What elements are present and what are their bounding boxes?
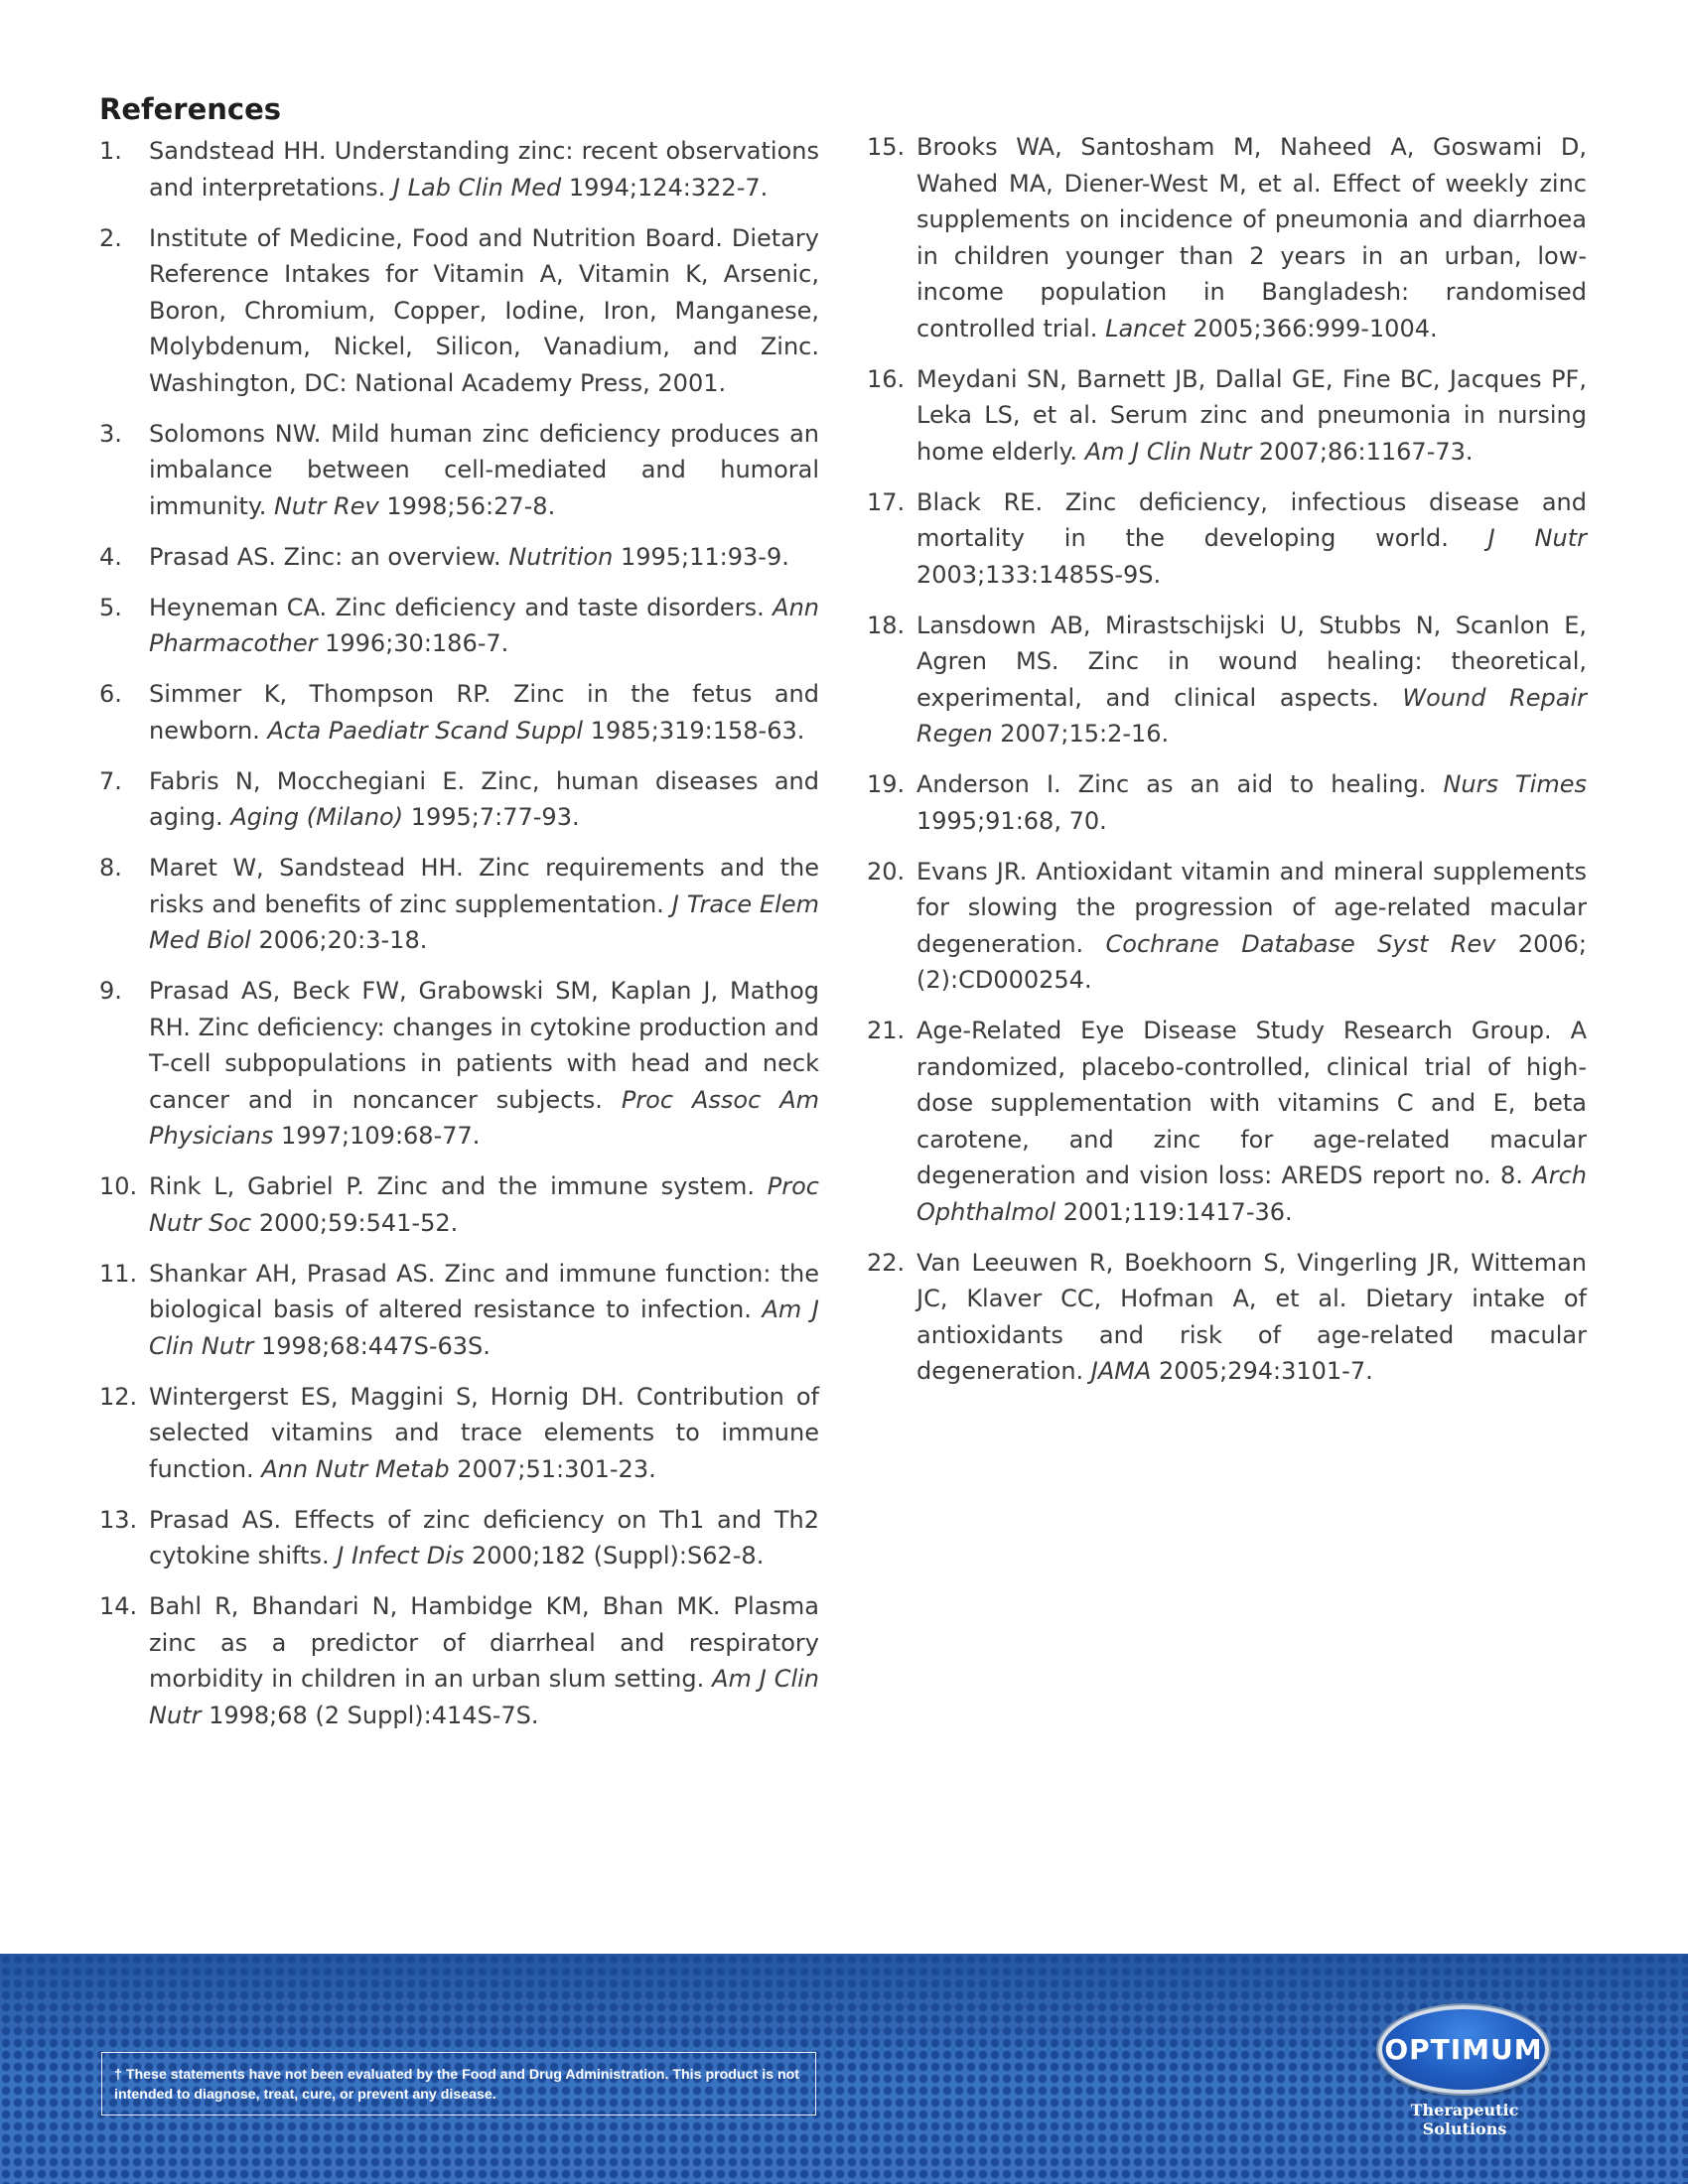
reference-journal: Aging (Milano) (230, 803, 404, 831)
reference-journal: Arch Ophthalmol (916, 1161, 1587, 1226)
references-list-right (867, 129, 1587, 1390)
reference-citation: 2005;294:3101-7. (1151, 1357, 1373, 1385)
reference-citation: 1998;68 (2 Suppl):414S-7S. (201, 1701, 539, 1729)
reference-number: 19. (867, 770, 906, 798)
reference-number: 17. (867, 487, 906, 516)
reference-text: Maret W, Sandstead HH. Zinc requirements and the risks and benefits of zinc supplementation. (149, 854, 819, 918)
reference-journal: J Nutr (1487, 524, 1587, 552)
reference-journal: Acta Paediatr Scand Suppl (267, 716, 584, 745)
reference-item (99, 590, 819, 662)
reference-item (99, 850, 819, 959)
references-list-left (99, 133, 819, 1733)
reference-number: 8. (99, 854, 122, 882)
reference-item (99, 1588, 819, 1733)
reference-text: Anderson I. Zinc as an aid to healing. (916, 770, 1444, 798)
reference-text: Fabris N, Mocchegiani E. Zinc, human diseases and aging. (149, 766, 819, 831)
reference-item (99, 220, 819, 402)
reference-number: 15. (867, 133, 906, 161)
reference-citation: 1998;68:447S-63S. (253, 1331, 491, 1360)
reference-text: Lansdown AB, Mirastschijski U, Stubbs N, Scanlon E, Agren MS. Zinc in wound healing: theoretical, experimental, and clinical aspects. (916, 611, 1587, 712)
reference-citation: 2001;119:1417-36. (1055, 1197, 1293, 1226)
reference-item (99, 1502, 819, 1574)
reference-citation: 2007;86:1167-73. (1251, 437, 1474, 466)
reference-journal: JAMA (1090, 1357, 1152, 1385)
reference-number: 20. (867, 857, 906, 886)
reference-number: 12. (99, 1382, 138, 1411)
reference-text: Shankar AH, Prasad AS. Zinc and immune function: the biological basis of altered resistance to infection. (149, 1259, 819, 1323)
reference-journal: Am J Clin Nutr (1084, 437, 1252, 466)
reference-text: Prasad AS, Beck FW, Grabowski SM, Kaplan J, Mathog RH. Zinc deficiency: changes in cytokine production and T-cell subpopulations in patients with head and neck cancer and in noncancer subjects. (149, 977, 819, 1114)
reference-citation: 2000;182 (Suppl):S62-8. (464, 1542, 765, 1570)
reference-citation: 2003;133:1485S-9S. (916, 560, 1162, 589)
reference-journal: Nutr Rev (273, 491, 379, 520)
reference-text: Black RE. Zinc deficiency, infectious disease and mortality in the developing world. (916, 487, 1587, 552)
reference-journal: J Trace Elem Med Biol (149, 889, 819, 954)
reference-journal: Nutrition (508, 542, 614, 571)
reference-citation: 1985;319:158-63. (583, 716, 805, 745)
reference-journal: Ann Pharmacother (149, 593, 819, 657)
reference-citation: 2006;20:3-18. (250, 926, 428, 954)
reference-number: 5. (99, 593, 122, 621)
reference-item (99, 1168, 819, 1241)
reference-journal: Cochrane Database Syst Rev (1105, 929, 1496, 958)
reference-item (99, 1379, 819, 1488)
reference-item (99, 763, 819, 836)
reference-number: 4. (99, 542, 122, 571)
reference-citation: 1996;30:186-7. (317, 629, 509, 657)
reference-item (867, 484, 1587, 594)
reference-text: Brooks WA, Santosham M, Naheed A, Goswami D, Wahed MA, Diener-West M, et al. Effect of weekly zinc supplements on incidence of pneumonia and diarrhoea in children younger than 2 years in an urban, low-income population in Bangladesh: randomised controlled trial. (916, 133, 1587, 342)
reference-text: Bahl R, Bhandari N, Hambidge KM, Bhan MK. Plasma zinc as a predictor of diarrheal and respiratory morbidity in children in an urban slum setting. (149, 1592, 819, 1693)
reference-number: 6. (99, 680, 122, 708)
reference-citation: 2007;51:301-23. (449, 1454, 656, 1483)
reference-citation: 1995;91:68, 70. (916, 806, 1107, 835)
optimum-logo (1378, 2005, 1549, 2094)
reference-text: Prasad AS. Zinc: an overview. (149, 542, 509, 571)
reference-number: 3. (99, 419, 122, 448)
reference-journal: Proc Assoc Am Physicians (149, 1085, 819, 1150)
reference-text: Solomons NW. Mild human zinc deficiency produces an imbalance between cell-mediated and humoral immunity. (149, 419, 819, 520)
reference-item (99, 416, 819, 525)
references-column-right (867, 129, 1587, 1404)
reference-text: Institute of Medicine, Food and Nutrition Board. Dietary Reference Intakes for Vitamin A, Vitamin K, Arsenic, Boron, Chromium, Copper, Iodine, Iron, Manganese, Molybdenum, Nickel, Silicon, Vanadium, and Zinc. Washington, DC: National Academy Press, 2001. (149, 223, 819, 397)
reference-citation: 1995;11:93-9. (613, 542, 789, 571)
reference-number: 13. (99, 1505, 138, 1534)
reference-item (99, 539, 819, 576)
reference-number: 22. (867, 1248, 906, 1277)
reference-number: 21. (867, 1017, 906, 1044)
reference-journal: J Infect Dis (337, 1542, 465, 1570)
reference-citation: 1997;109:68-77. (273, 1122, 481, 1150)
reference-item (867, 1245, 1587, 1390)
reference-number: 10. (99, 1172, 138, 1200)
reference-journal: J Lab Clin Med (392, 173, 562, 202)
reference-journal: Am J Clin Nutr (149, 1296, 819, 1360)
reference-item (99, 973, 819, 1155)
reference-number: 1. (99, 137, 122, 165)
reference-number: 14. (99, 1592, 138, 1620)
reference-item (867, 608, 1587, 752)
reference-number: 18. (867, 611, 906, 639)
reference-journal: Wound Repair Regen (916, 683, 1587, 748)
reference-number: 9. (99, 977, 122, 1005)
reference-item (867, 129, 1587, 346)
reference-item (867, 361, 1587, 471)
reference-citation: 1995;7:77-93. (403, 803, 580, 831)
references-column-left (99, 133, 819, 1748)
reference-item (867, 766, 1587, 839)
reference-journal: Proc Nutr Soc (149, 1172, 819, 1237)
logo-wordmark: OPTIMUM (1384, 2033, 1543, 2066)
reference-item (99, 676, 819, 749)
reference-text: Simmer K, Thompson RP. Zinc in the fetus and newborn. (149, 680, 819, 745)
reference-text: Evans JR. Antioxidant vitamin and mineral supplements for slowing the progression of age-related macular degeneration. (916, 857, 1587, 958)
reference-journal: Ann Nutr Metab (261, 1454, 450, 1483)
reference-text: Prasad AS. Effects of zinc deficiency on Th1 and Th2 cytokine shifts. (149, 1505, 819, 1570)
reference-item (867, 854, 1587, 999)
reference-number: 11. (99, 1259, 138, 1288)
reference-text: Van Leeuwen R, Boekhoorn S, Vingerling JR, Witteman JC, Klaver CC, Hofman A, et al. Dietary intake of antioxidants and risk of age-related macular degeneration. (916, 1248, 1587, 1385)
reference-number: 16. (867, 364, 906, 393)
reference-citation: 2005;366:999-1004. (1185, 314, 1438, 342)
references-heading: References (99, 92, 282, 126)
logo-tagline: Therapeutic Solutions (1410, 2101, 1519, 2138)
reference-journal: Am J Clin Nutr (149, 1665, 820, 1729)
reference-item (99, 133, 819, 205)
reference-item (99, 1256, 819, 1365)
reference-citation: 1998;56:27-8. (378, 491, 556, 520)
reference-citation: 2007;15:2-16. (992, 720, 1170, 748)
reference-citation: 2006;(2):CD000254. (916, 929, 1588, 994)
reference-text: Heyneman CA. Zinc deficiency and taste disorders. (149, 593, 774, 621)
reference-number: 7. (99, 766, 122, 795)
reference-number: 2. (99, 223, 122, 252)
reference-journal: Nurs Times (1443, 770, 1587, 798)
reference-text: Meydani SN, Barnett JB, Dallal GE, Fine BC, Jacques PF, Leka LS, et al. Serum zinc and pneumonia in nursing home elderly. (916, 364, 1587, 466)
reference-text: Sandstead HH. Understanding zinc: recent observations and interpretations. (149, 137, 819, 202)
reference-citation: 1994;124:322-7. (561, 173, 769, 202)
reference-text: Rink L, Gabriel P. Zinc and the immune system. (149, 1172, 768, 1200)
fda-disclaimer: † These statements have not been evaluated by the Food and Drug Administration. This product is not intended to diagnose, treat, cure, or prevent any disease. (101, 2052, 816, 2116)
reference-text: Wintergerst ES, Maggini S, Hornig DH. Contribution of selected vitamins and trace elements to immune function. (149, 1382, 819, 1483)
reference-item (867, 1013, 1587, 1230)
reference-citation: 2000;59:541-52. (251, 1208, 459, 1237)
reference-text: Age-Related Eye Disease Study Research Group. A randomized, placebo-controlled, clinical trial of high-dose supplementation with vitamins C and E, beta carotene, and zinc for age-related macular degeneration and vision loss: AREDS report no. 8. (916, 1017, 1587, 1189)
reference-journal: Lancet (1105, 314, 1186, 342)
